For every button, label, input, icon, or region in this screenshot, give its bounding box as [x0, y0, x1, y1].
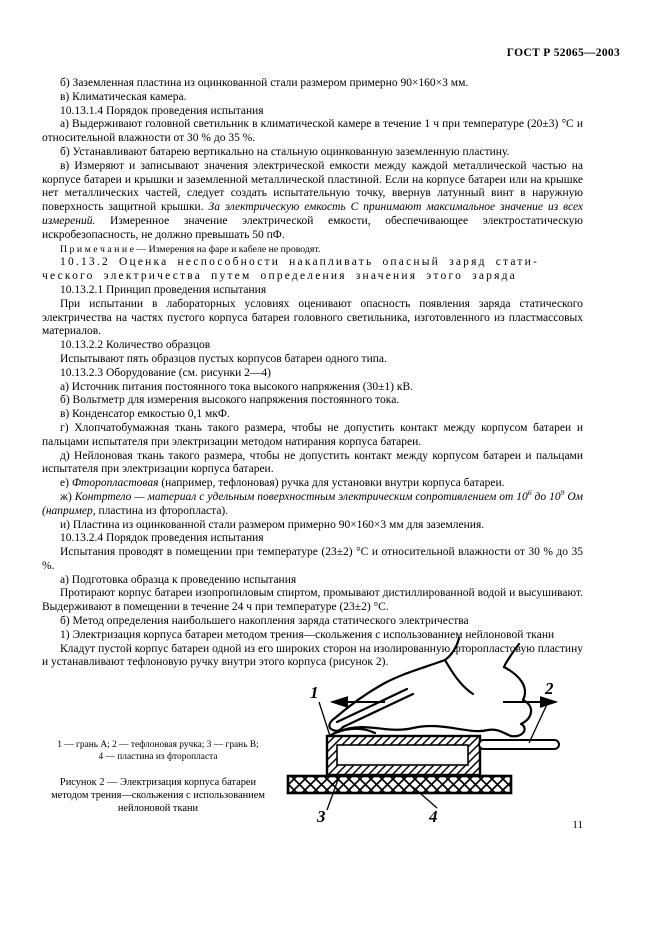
item-e-run2-italic: Фторопластовая [71, 477, 159, 490]
heading-10-13-2-1: 10.13.2.1 Принцип проведения испытания [60, 283, 267, 296]
running-header: ГОСТ Р 52065—2003 [506, 47, 620, 59]
para-b-install: б) Устанавливают батарею вертикально на стальную оцинкованную заземленную пластину. [60, 145, 510, 158]
figure-label-2: 2 [545, 679, 554, 698]
para-v-measure-run1: в) Измеряют и записывают значения электрической емкости между каждой металлической частью на корпусе батареи и крышки и заземленной металлической пластиной. Если на корпусе батареи или на крышке нет металлических частей, следует создать испытательную точку, ввернув латунный винт в наружную поверхность защитной крышки. [42, 159, 583, 214]
item-zh-run1: ж) [60, 490, 75, 503]
document-body [42, 77, 583, 670]
para-samples: Испытывают пять образцов пустых корпусов батареи одного типа. [60, 352, 387, 365]
heading-10-13-2-4: 10.13.2.4 Порядок проведения испытания [60, 532, 264, 545]
figure-label-1: 1 [310, 683, 319, 702]
heading-10-13-2-line2: ческого электричества путем определения значения этого заряда [42, 270, 517, 283]
heading-10-13-2-line1: 10.13.2 Оценка неспособности накапливать опасный заряд стати- [60, 256, 540, 269]
heading-10-13-1-4: 10.13.1.4 Порядок проведения испытания [60, 104, 264, 117]
para-v-measure-run3: Измеренное значение электрической емкости, обеспечивающее электростатическую искробезопасность, не должно превышать 50 пФ. [42, 214, 583, 241]
motion-arrows [333, 698, 555, 707]
para-b-plate: б) Заземленная пластина из оцинкованной стали размером примерно 90×160×3 мм. [60, 77, 469, 89]
battery-case [327, 736, 480, 775]
item-g-cotton-cloth: г) Хлопчатобумажная ткань такого размера, чтобы не допустить контакт между корпусом батареи и пальцами испытателя при электризации методом натирания корпуса батареи. [42, 421, 583, 448]
item-zh-run5: , пластина из фторопласта). [92, 504, 229, 517]
heading-10-13-2-2: 10.13.2.2 Количество образцов [60, 339, 211, 352]
para-v-measure [42, 160, 583, 243]
figure-label-4: 4 [429, 807, 438, 826]
figure-2-text-block [42, 740, 274, 815]
item-d-nylon-cloth: д) Нейлоновая ткань такого размера, чтобы не допустить контакт между корпусом батареи и пальцами испытателя при электризации корпуса батареи. [42, 449, 583, 476]
para-v-measure-run2-italic: За электрическую емкость С принимают максимальное значение из всех измерений. [42, 201, 583, 227]
note-label: П р и м е ч а н и е [60, 243, 134, 255]
note-text: — Измерения на фаре и кабеле не проводят. [133, 243, 321, 255]
item-zh-run4-italic: Ом (например [42, 490, 583, 517]
heading-10-13-2 [42, 256, 583, 284]
item-zh-sup1: 6 [527, 488, 532, 498]
hand-sketch [329, 638, 531, 736]
para-1-electrization: 1) Электризация корпуса батареи методом трения—скольжения с использованием нейлоновой ткани [60, 628, 555, 641]
item-e-teflon-handle [42, 477, 583, 491]
item-a-power-source: а) Источник питания постоянного тока высокого напряжения (30±1) кВ. [60, 380, 413, 393]
figure-2-legend-line1: 1 — грань А; 2 — тефлоновая ручка; 3 — грань В; [57, 740, 259, 750]
para-a-preparation: а) Подготовка образца к проведению испытания [60, 573, 297, 586]
fluoroplast-plate [288, 776, 511, 793]
item-zh-run3-italic: до 10 [531, 490, 561, 503]
note-line [42, 243, 583, 257]
para-a-holding: а) Выдерживают головной светильник в климатической камере в течение 1 ч при температуре (20±3) °С и относительной влажности от 30 % до 35 %. [42, 118, 583, 145]
para-wipe: Протирают корпус батареи изопропиловым спиртом, промывают дистиллированной водой и высушивают. Выдерживают в помещении в течение 24 ч при температуре (23±2) °С. [42, 587, 583, 614]
item-v-capacitor: в) Конденсатор емкостью 0,1 мкФ. [60, 408, 230, 421]
item-e-run1: е) [60, 477, 72, 490]
para-place-case: Кладут пустой корпус батареи одной из его широких сторон на изолированную фторопластовую пластину и устанавливают тефлоновую ручку внутри этого корпуса (рисунок 2). [42, 642, 583, 669]
item-zh-sup2: 9 [560, 488, 565, 498]
teflon-handle [479, 740, 559, 749]
figure-2-legend [42, 740, 274, 763]
item-zh-counterbody [42, 488, 583, 519]
para-b-method: б) Метод определения наибольшего накопления заряда статического электричества [60, 615, 469, 628]
page-number: 11 [572, 819, 583, 831]
item-e-run3: (например, тефлоновая) ручка для установки внутри корпуса батареи. [158, 477, 505, 490]
item-b-voltmeter: б) Вольтметр для измерения высокого напряжения постоянного тока. [60, 394, 400, 407]
para-principle: При испытании в лабораторных условиях оценивают опасность появления заряда статического электричества на частях пустого корпуса батареи головного светильника, изготовленного из пластмассовых материалов. [42, 297, 583, 338]
figure-label-3: 3 [317, 807, 326, 826]
item-zh-run2-italic: Контртело — материал с удельным поверхностным электрическим сопротивлением от 10 [74, 490, 528, 503]
figure-2-caption: Рисунок 2 — Электризация корпуса батареи методом трения—скольжения с использованием нейлоновой ткани [51, 777, 265, 815]
item-i-steel-plate: и) Пластина из оцинкованной стали размером примерно 90×160×3 мм для заземления. [60, 518, 485, 531]
figure-2-legend-line2: 4 — пластина из фторопласта [98, 751, 218, 762]
para-v-camera: в) Климатическая камера. [60, 90, 187, 103]
para-conditions: Испытания проводят в помещении при температуре (23±2) °С и относительной влажности от 30 % до 35 %. [42, 546, 583, 572]
heading-10-13-2-3: 10.13.2.3 Оборудование (см. рисунки 2—4) [60, 366, 271, 379]
